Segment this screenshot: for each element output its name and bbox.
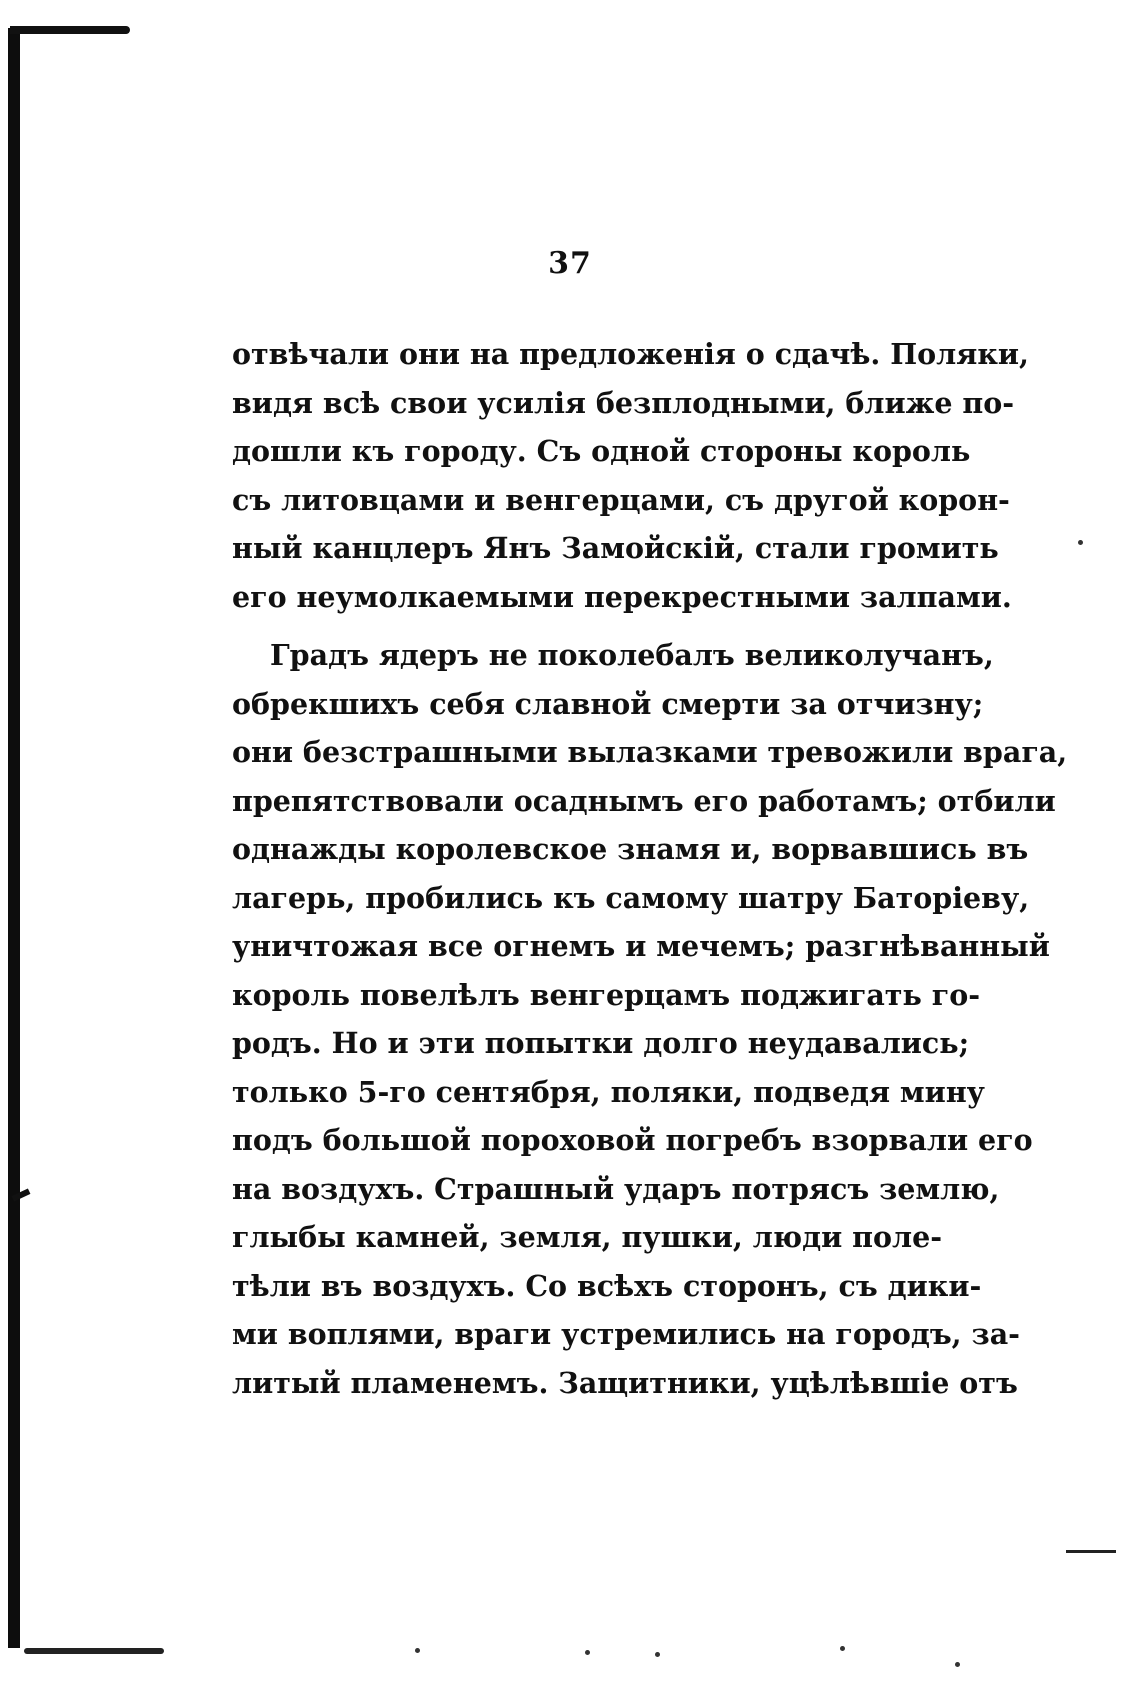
paragraph (232, 330, 1029, 621)
text-line: тѣли въ воздухъ. Со всѣхъ сторонъ, съ дики- (232, 1268, 982, 1303)
page-number: 37 (548, 246, 592, 281)
scan-border-top (10, 26, 130, 34)
text-line: только 5-го сентября, поляки, подведя мину (232, 1074, 985, 1109)
text-line: на воздухъ. Страшный ударъ потрясъ землю, (232, 1171, 1000, 1206)
text-line: подъ большой пороховой погребъ взорвали его (232, 1123, 1033, 1157)
text-line: видя всѣ свои усилія безплодными, ближе по- (232, 385, 1015, 420)
text-line: они безстрашными вылазками тревожили врага, (232, 735, 1068, 769)
scan-speck (1078, 540, 1083, 545)
scan-mark-right (1066, 1550, 1116, 1553)
text-line: препятствовали осаднымъ его работамъ; отбили (232, 783, 1056, 818)
scan-speck (655, 1652, 660, 1657)
text-line: Градъ ядеръ не поколебалъ великолучанъ, (270, 638, 994, 672)
text-line: однажды королевское знамя и, ворвавшись въ (232, 832, 1029, 866)
text-line: дошли къ городу. Съ одной стороны король (232, 434, 971, 468)
paragraph-gap (232, 621, 902, 631)
text-line: его неумолкаемыми перекрестными залпами. (232, 579, 1012, 614)
text-line: король повелѣлъ венгерцамъ поджигать го- (232, 977, 981, 1012)
text-line: уничтожая все огнемъ и мечемъ; разгнѣванный (232, 929, 1050, 963)
scan-speck (840, 1646, 845, 1651)
scan-speck (415, 1648, 420, 1653)
text-line: литый пламенемъ. Защитники, уцѣлѣвшіе отъ (232, 1365, 1018, 1400)
text-line: отвѣчали они на предложенія о сдачѣ. Поляки, (232, 337, 1029, 371)
text-line: лагерь, пробились къ самому шатру Баторіеву, (232, 880, 1030, 915)
text-line: ный канцлеръ Янъ Замойскій, стали громить (232, 531, 999, 565)
scan-speck (585, 1650, 590, 1655)
text-line: обрекшихъ себя славной смерти за отчизну; (232, 686, 984, 721)
text-line: съ литовцами и венгерцами, съ другой корон- (232, 482, 1010, 517)
text-line: глыбы камней, земля, пушки, люди поле- (232, 1220, 943, 1254)
body-text (232, 330, 1068, 1407)
paragraph (232, 631, 1068, 1407)
scan-border-left (8, 28, 20, 1648)
scan-speck (955, 1662, 960, 1667)
text-line: родъ. Но и эти попытки долго неудавались; (232, 1026, 970, 1060)
text-line: ми воплями, враги устремились на городъ, за- (232, 1317, 1021, 1351)
scan-border-bottom (24, 1648, 164, 1654)
